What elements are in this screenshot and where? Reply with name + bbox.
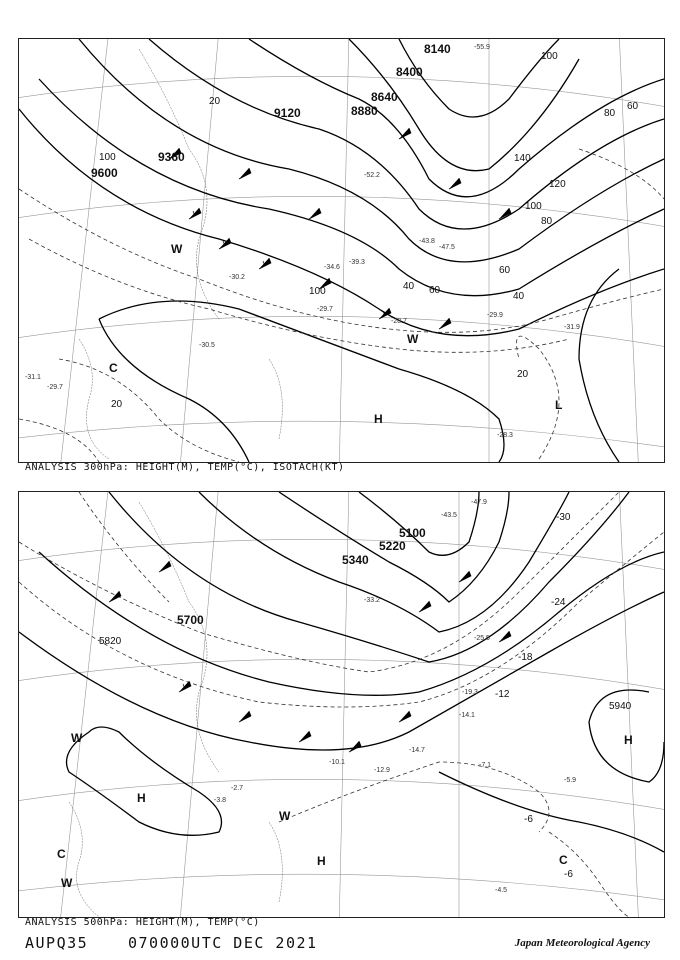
- isotach-label: 100: [99, 152, 116, 163]
- temp-label: -43.8: [419, 238, 435, 245]
- map-panel-500hpa: [18, 491, 665, 918]
- height-label: 5100: [399, 526, 426, 540]
- temp-label: -47.5: [439, 244, 455, 251]
- isotach-label: 40: [513, 291, 525, 302]
- isotach-label: 40: [403, 281, 415, 292]
- temp-label: -28.7: [391, 318, 407, 325]
- isotach-label: 80: [604, 108, 616, 119]
- temp-label: -30.2: [229, 274, 245, 281]
- pressure-center-c: C: [559, 853, 568, 867]
- height-label: 9600: [91, 166, 118, 180]
- pressure-center-c: C: [57, 847, 66, 861]
- pressure-center-w: W: [407, 332, 419, 346]
- map-panel-300hpa: [18, 38, 665, 463]
- pressure-center-h: H: [624, 733, 633, 747]
- temp-label: -25.5: [474, 635, 490, 642]
- isotherm-label: -12: [495, 689, 510, 700]
- height-label: 5940: [609, 701, 632, 712]
- temp-label: -52.2: [364, 172, 380, 179]
- caption-300hpa: ANALYSIS 300hPa: HEIGHT(M), TEMP(°C), ISOTACH(KT): [25, 462, 345, 473]
- temp-label: -7.1: [479, 762, 492, 769]
- isotach-label: 80: [541, 216, 553, 227]
- coastline: [69, 502, 282, 917]
- isotach-label: 100: [525, 201, 542, 212]
- bulletin-code: AUPQ35: [25, 934, 89, 952]
- agency-name: Japan Meteorological Agency: [514, 937, 650, 949]
- analysis-time: 070000UTC DEC 2021: [128, 934, 318, 952]
- temp-label: -3.8: [214, 797, 227, 804]
- temp-label: -2.7: [231, 785, 244, 792]
- isotach-label: 60: [627, 101, 639, 112]
- temp-label: -4.5: [495, 887, 508, 894]
- temp-label: -12.9: [374, 767, 390, 774]
- height-label: 8880: [351, 104, 378, 118]
- isotach-label: 20: [111, 399, 123, 410]
- temp-label: -29.7: [317, 306, 333, 313]
- isotherm-label: -30: [556, 512, 571, 523]
- height-label: 8400: [396, 65, 423, 79]
- pressure-center-w: W: [171, 242, 183, 256]
- isotach-label: 20: [517, 369, 529, 380]
- isotach-label: 100: [309, 286, 326, 297]
- temp-label: -5.9: [564, 777, 577, 784]
- temp-label: -31.1: [25, 374, 41, 381]
- pressure-center-h: H: [317, 854, 326, 868]
- isotach-label: 140: [514, 153, 531, 164]
- height-label: 5340: [342, 553, 369, 567]
- height-label: 8140: [424, 42, 451, 56]
- pressure-center-c: C: [109, 361, 118, 375]
- height-label: 8640: [371, 90, 398, 104]
- pressure-center-h: H: [374, 412, 383, 426]
- temp-label: -28.3: [497, 432, 513, 439]
- isotach-label: 100: [541, 51, 558, 62]
- temp-label: -29.7: [47, 384, 63, 391]
- temp-label: -55.9: [474, 44, 490, 51]
- pressure-center-w: W: [279, 809, 291, 823]
- temp-label: -31.9: [564, 324, 580, 331]
- caption-500hpa: ANALYSIS 500hPa: HEIGHT(M), TEMP(°C): [25, 917, 260, 928]
- temp-label: -30.5: [199, 342, 215, 349]
- isotherm-label: -24: [551, 597, 566, 608]
- map-500hpa-chart: [19, 492, 664, 917]
- temp-label: -47.9: [471, 499, 487, 506]
- isotach-label: 20: [209, 96, 221, 107]
- isotherm-label: -18: [518, 652, 533, 663]
- height-contours: [19, 492, 664, 852]
- temp-label: -33.2: [364, 597, 380, 604]
- isotherm-label: -6: [524, 814, 533, 825]
- pressure-center-w: W: [61, 876, 73, 890]
- temp-label: -14.7: [409, 747, 425, 754]
- temp-label: -29.9: [487, 312, 503, 319]
- isotherm-label: -6: [564, 869, 573, 880]
- height-label: 5820: [99, 636, 122, 647]
- map-300hpa-chart: [19, 39, 664, 462]
- temp-label: -14.1: [459, 712, 475, 719]
- temp-label: -10.1: [329, 759, 345, 766]
- pressure-center-w: W: [71, 731, 83, 745]
- height-label: 5700: [177, 613, 204, 627]
- temp-label: -19.3: [462, 689, 478, 696]
- temp-label: -43.5: [441, 512, 457, 519]
- temp-label: -39.3: [349, 259, 365, 266]
- pressure-center-h: H: [137, 791, 146, 805]
- height-label: 9360: [158, 150, 185, 164]
- isotach-label: 120: [549, 179, 566, 190]
- pressure-center-l: L: [555, 398, 563, 412]
- temp-label: -34.6: [324, 264, 340, 271]
- isotach-label: 60: [499, 265, 511, 276]
- isotach-label: 60: [429, 285, 441, 296]
- height-label: 5220: [379, 539, 406, 553]
- height-label: 9120: [274, 106, 301, 120]
